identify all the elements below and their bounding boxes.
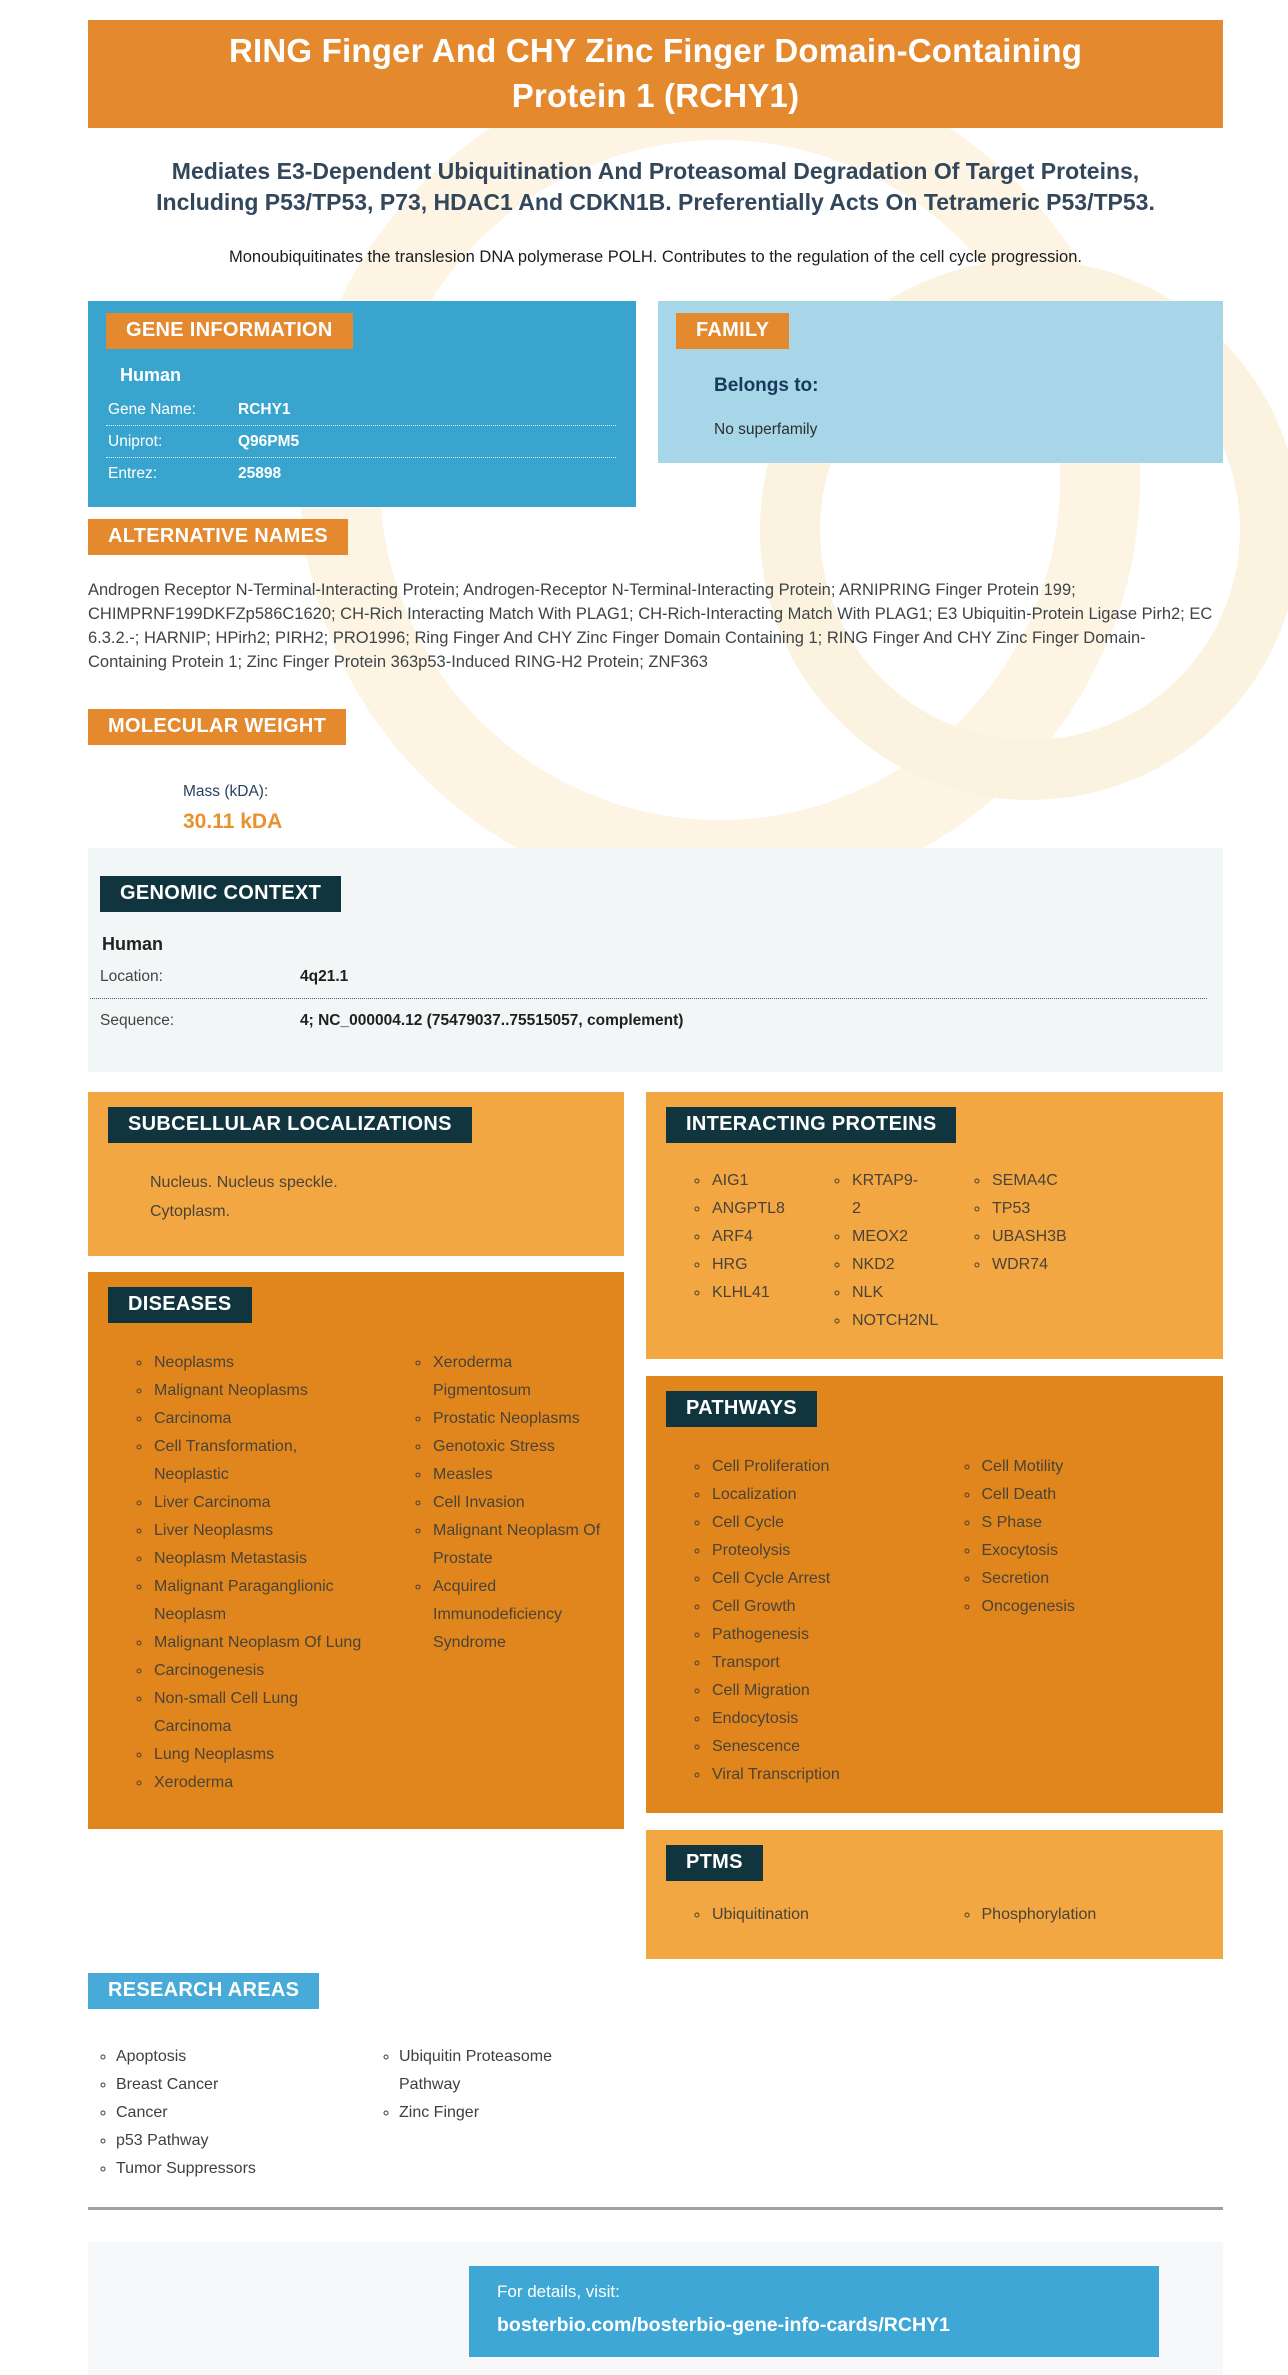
footer-url-link[interactable]: bosterbio.com/bosterbio-gene-info-cards/RCHY1 (497, 2313, 950, 2336)
right-column (646, 1092, 1223, 1959)
info-columns (88, 1092, 1223, 1959)
list-item: ◦ Malignant Neoplasm Of Prostate (431, 1517, 606, 1573)
uniprot-value: Q96PM5 (238, 433, 300, 451)
gene-name-row (106, 394, 616, 426)
list-item: ◦ WDR74 (990, 1251, 1066, 1279)
interacting-proteins-list (666, 1143, 1205, 1335)
list-item: ◦ NOTCH2NL (850, 1307, 886, 1335)
list-item: ◦ Prostatic Neoplasms (431, 1405, 606, 1433)
diseases-heading: DISEASES (108, 1287, 252, 1323)
location-value: 4q21.1 (300, 967, 349, 985)
list-item: ◦ Cell Cycle Arrest (710, 1565, 936, 1593)
list-item: ◦ Localization (710, 1481, 936, 1509)
pathways-column-2 (936, 1453, 1206, 1789)
summary-statement: Mediates E3-Dependent Ubiquitination And Proteasomal Degradation Of Target Proteins, Including P53/TP53, P73, HDAC1 And CDKN1B. Preferentially Acts On Tetrameric P53/TP53. (156, 158, 1155, 216)
list-item: ◦ NLK (850, 1279, 886, 1307)
interacting-proteins-card (646, 1092, 1223, 1359)
family-heading: FAMILY (676, 313, 789, 349)
ptms-heading: PTMS (666, 1845, 763, 1881)
list-item: ◦ Cell Transformation, Neoplastic (152, 1433, 373, 1489)
pathways-card (646, 1376, 1223, 1813)
subcellular-localizations-heading: SUBCELLULAR LOCALIZATIONS (108, 1107, 472, 1143)
ptms-column-1 (666, 1901, 936, 1929)
mass-label: Mass (kDA): (183, 782, 269, 800)
list-item: ◦ Viral Transcription (710, 1761, 936, 1789)
subcellular-localizations-card (88, 1092, 624, 1256)
uniprot-row (106, 426, 616, 458)
entrez-row (106, 458, 616, 489)
family-value: No superfamily (714, 421, 818, 439)
diseases-column-1 (108, 1349, 373, 1797)
gene-information-heading: GENE INFORMATION (106, 313, 353, 349)
research-areas-heading: RESEARCH AREAS (88, 1973, 319, 2009)
list-item: ◦ Endocytosis (710, 1705, 936, 1733)
pathways-heading: PATHWAYS (666, 1391, 817, 1427)
list-item: ◦ Cell Growth (710, 1593, 936, 1621)
research-areas-list (88, 2025, 1223, 2183)
gene-name-value: RCHY1 (238, 401, 291, 419)
subcellular-localizations-text: Nucleus. Nucleus speckle. Cytoplasm. (150, 1173, 338, 1220)
list-item: ◦ AIG1 (710, 1167, 746, 1195)
list-item: ◦ Lung Neoplasms (152, 1741, 373, 1769)
genomic-species-label: Human (102, 933, 164, 954)
sequence-label: Sequence: (100, 1011, 175, 1029)
gene-information-card (88, 301, 636, 507)
list-item: ◦ Xeroderma (152, 1769, 373, 1797)
list-item: ◦ Measles (431, 1461, 606, 1489)
list-item: ◦ Tumor Suppressors (116, 2155, 371, 2183)
list-item: ◦ Pathogenesis (710, 1621, 936, 1649)
list-item: ◦ Cell Motility (980, 1453, 1206, 1481)
list-item: ◦ Cell Proliferation (710, 1453, 936, 1481)
alternative-names-text: Androgen Receptor N-Terminal-Interacting Protein; Androgen-Receptor N-Terminal-Interacting Protein; ARNIPRING Finger Protein 199; CHIMPRNF199DKFZp586C1620; CH-Rich Interacting Match With PLAG1; CH-Rich-Interacting Match With PLAG1; E3 Ubiquitin-Protein Ligase Pirh2; EC 6.3.2.-; HARNIP; HPirh2; PIRH2; PRO1996; Ring Finger And CHY Zinc Finger Domain Containing 1; RING Finger And CHY Zinc Finger Domain-Containing Protein 1; Zinc Finger Protein 363p53-Induced RING-H2 Protein; ZNF363 (88, 581, 1213, 671)
list-item: ◦ Xeroderma Pigmentosum (431, 1349, 606, 1405)
list-item: ◦ Oncogenesis (980, 1593, 1206, 1621)
footer (88, 2242, 1223, 2375)
interacting-proteins-column-3 (946, 1167, 1066, 1335)
family-belongs-label: Belongs to: (714, 375, 819, 397)
list-item: ◦ Cell Migration (710, 1677, 936, 1705)
gene-info-table (106, 394, 616, 489)
list-item: ◦ UBASH3B (990, 1223, 1066, 1251)
list-item: ◦ Cell Cycle (710, 1509, 936, 1537)
entrez-value: 25898 (238, 465, 282, 483)
sequence-value: 4; NC_000004.12 (75479037..75515057, complement) (300, 1011, 684, 1029)
list-item: ◦ Acquired Immunodeficiency Syndrome (431, 1573, 606, 1657)
gene-species-label: Human (120, 365, 182, 386)
interacting-proteins-column-1 (666, 1167, 785, 1335)
research-areas-column-2 (371, 2043, 556, 2183)
page-title: RING Finger And CHY Zinc Finger Domain-Containing Protein 1 (RCHY1) (228, 32, 1083, 114)
list-item: ◦ Liver Neoplasms (152, 1517, 373, 1545)
list-item: ◦ Carcinogenesis (152, 1657, 373, 1685)
interacting-proteins-heading: INTERACTING PROTEINS (666, 1107, 956, 1143)
gene-name-label: Gene Name: (108, 401, 196, 419)
ptms-card (646, 1830, 1223, 1959)
list-item: ◦ Liver Carcinoma (152, 1489, 373, 1517)
ptms-column-2 (936, 1901, 1206, 1929)
pathways-column-1 (666, 1453, 936, 1789)
diseases-card (88, 1272, 624, 1829)
list-item: ◦ KRTAP9-2 (850, 1167, 886, 1223)
alternative-names-heading: ALTERNATIVE NAMES (88, 519, 348, 555)
family-card (658, 301, 1223, 463)
summary-description: Monoubiquitinates the translesion DNA polymerase POLH. Contributes to the regulation of the cell cycle progression. (229, 248, 1082, 267)
location-label: Location: (100, 967, 163, 985)
list-item: ◦ Ubiquitin Proteasome Pathway (399, 2043, 556, 2099)
list-item: ◦ Malignant Neoplasm Of Lung (152, 1629, 373, 1657)
list-item: ◦ Transport (710, 1649, 936, 1677)
list-item: ◦ ARF4 (710, 1223, 746, 1251)
research-areas-column-1 (88, 2043, 371, 2183)
list-item: ◦ Apoptosis (116, 2043, 371, 2071)
list-item: ◦ Carcinoma (152, 1405, 373, 1433)
list-item: ◦ NKD2 (850, 1251, 886, 1279)
footer-visit-label: For details, visit: (497, 2281, 620, 2301)
uniprot-label: Uniprot: (108, 433, 163, 451)
list-item: ◦ Malignant Neoplasms (152, 1377, 373, 1405)
list-item: ◦ Neoplasm Metastasis (152, 1545, 373, 1573)
list-item: ◦ Neoplasms (152, 1349, 373, 1377)
list-item: ◦ Non-small Cell Lung Carcinoma (152, 1685, 373, 1741)
molecular-weight-heading: MOLECULAR WEIGHT (88, 709, 346, 745)
list-item: ◦ KLHL41 (710, 1279, 746, 1307)
ptms-list (666, 1881, 1205, 1929)
entrez-label: Entrez: (108, 465, 158, 483)
mass-value: 30.11 kDA (183, 809, 283, 833)
location-row (90, 955, 1207, 999)
card-content (0, 20, 1288, 2375)
genomic-context-card (88, 848, 1223, 1072)
list-item: ◦ Exocytosis (980, 1537, 1206, 1565)
list-item: ◦ Malignant Paraganglionic Neoplasm (152, 1573, 373, 1629)
list-item: ◦ MEOX2 (850, 1223, 886, 1251)
list-item: ◦ p53 Pathway (116, 2127, 371, 2155)
left-column (88, 1092, 624, 1829)
list-item: ◦ Cancer (116, 2099, 371, 2127)
sequence-row (90, 999, 1207, 1042)
list-item: ◦ Genotoxic Stress (431, 1433, 606, 1461)
list-item: ◦ Cell Death (980, 1481, 1206, 1509)
list-item: ◦ Zinc Finger (399, 2099, 556, 2127)
gene-family-row (88, 301, 1223, 507)
diseases-column-2 (387, 1349, 606, 1797)
list-item: ◦ TP53 (990, 1195, 1066, 1223)
pathways-list (666, 1427, 1205, 1789)
list-item: ◦ Senescence (710, 1733, 936, 1761)
list-item: ◦ S Phase (980, 1509, 1206, 1537)
list-item: ◦ Ubiquitination (710, 1901, 936, 1929)
list-item: ◦ HRG (710, 1251, 746, 1279)
genomic-context-heading: GENOMIC CONTEXT (100, 876, 341, 912)
diseases-list (108, 1323, 606, 1797)
list-item: ◦ Cell Invasion (431, 1489, 606, 1517)
list-item: ◦ Phosphorylation (980, 1901, 1206, 1929)
list-item: ◦ Proteolysis (710, 1537, 936, 1565)
footer-divider (88, 2207, 1223, 2210)
footer-callout (469, 2266, 1159, 2357)
list-item: ◦ SEMA4C (990, 1167, 1066, 1195)
list-item: ◦ Secretion (980, 1565, 1206, 1593)
interacting-proteins-column-2 (806, 1167, 939, 1335)
list-item: ◦ Breast Cancer (116, 2071, 371, 2099)
list-item: ◦ ANGPTL8 (710, 1195, 746, 1223)
header-banner (88, 20, 1223, 128)
